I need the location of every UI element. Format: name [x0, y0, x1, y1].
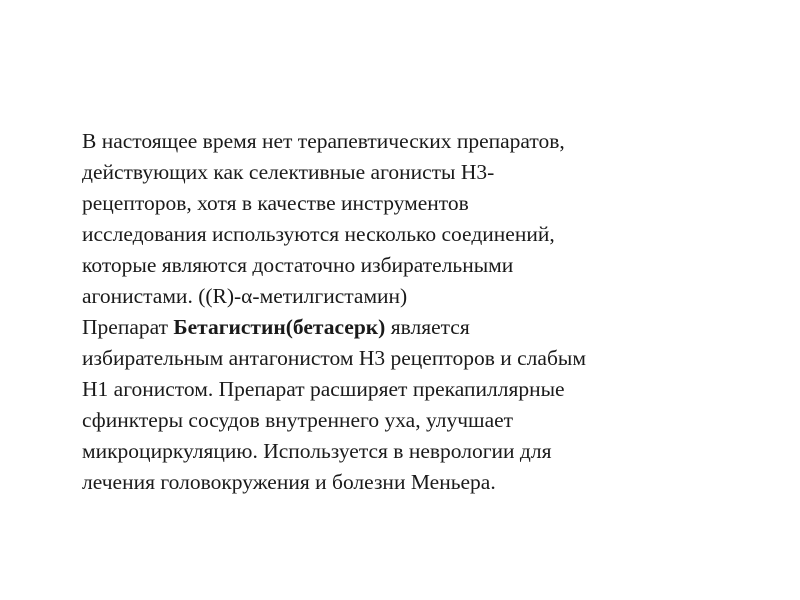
text-line: агонистами. ((R)-α-метилгистамин) [82, 284, 408, 308]
drug-line-prefix: Препарат [82, 315, 174, 339]
text-line: рецепторов, хотя в качестве инструментов [82, 191, 469, 215]
drug-name: Бетагистин(бетасерк) [173, 315, 386, 339]
text-line: которые являются достаточно избирательными [82, 253, 514, 277]
text-line: Н1 агонистом. Препарат расширяет прекапиллярные [82, 377, 565, 401]
text-line: В настоящее время нет терапевтических препаратов, [82, 129, 565, 153]
drug-line [82, 312, 742, 343]
drug-line-suffix: является [385, 315, 470, 339]
text-line: сфинктеры сосудов внутреннего уха, улучшает [82, 408, 514, 432]
text-block [82, 126, 742, 498]
text-line: исследования используются несколько соединений, [82, 222, 555, 246]
text-line: лечения головокружения и болезни Меньера. [82, 470, 496, 494]
text-line: избирательным антагонистом Н3 рецепторов и слабым [82, 346, 586, 370]
text-line: действующих как селективные агонисты Н3- [82, 160, 495, 184]
text-line: микроциркуляцию. Используется в неврологии для [82, 439, 552, 463]
